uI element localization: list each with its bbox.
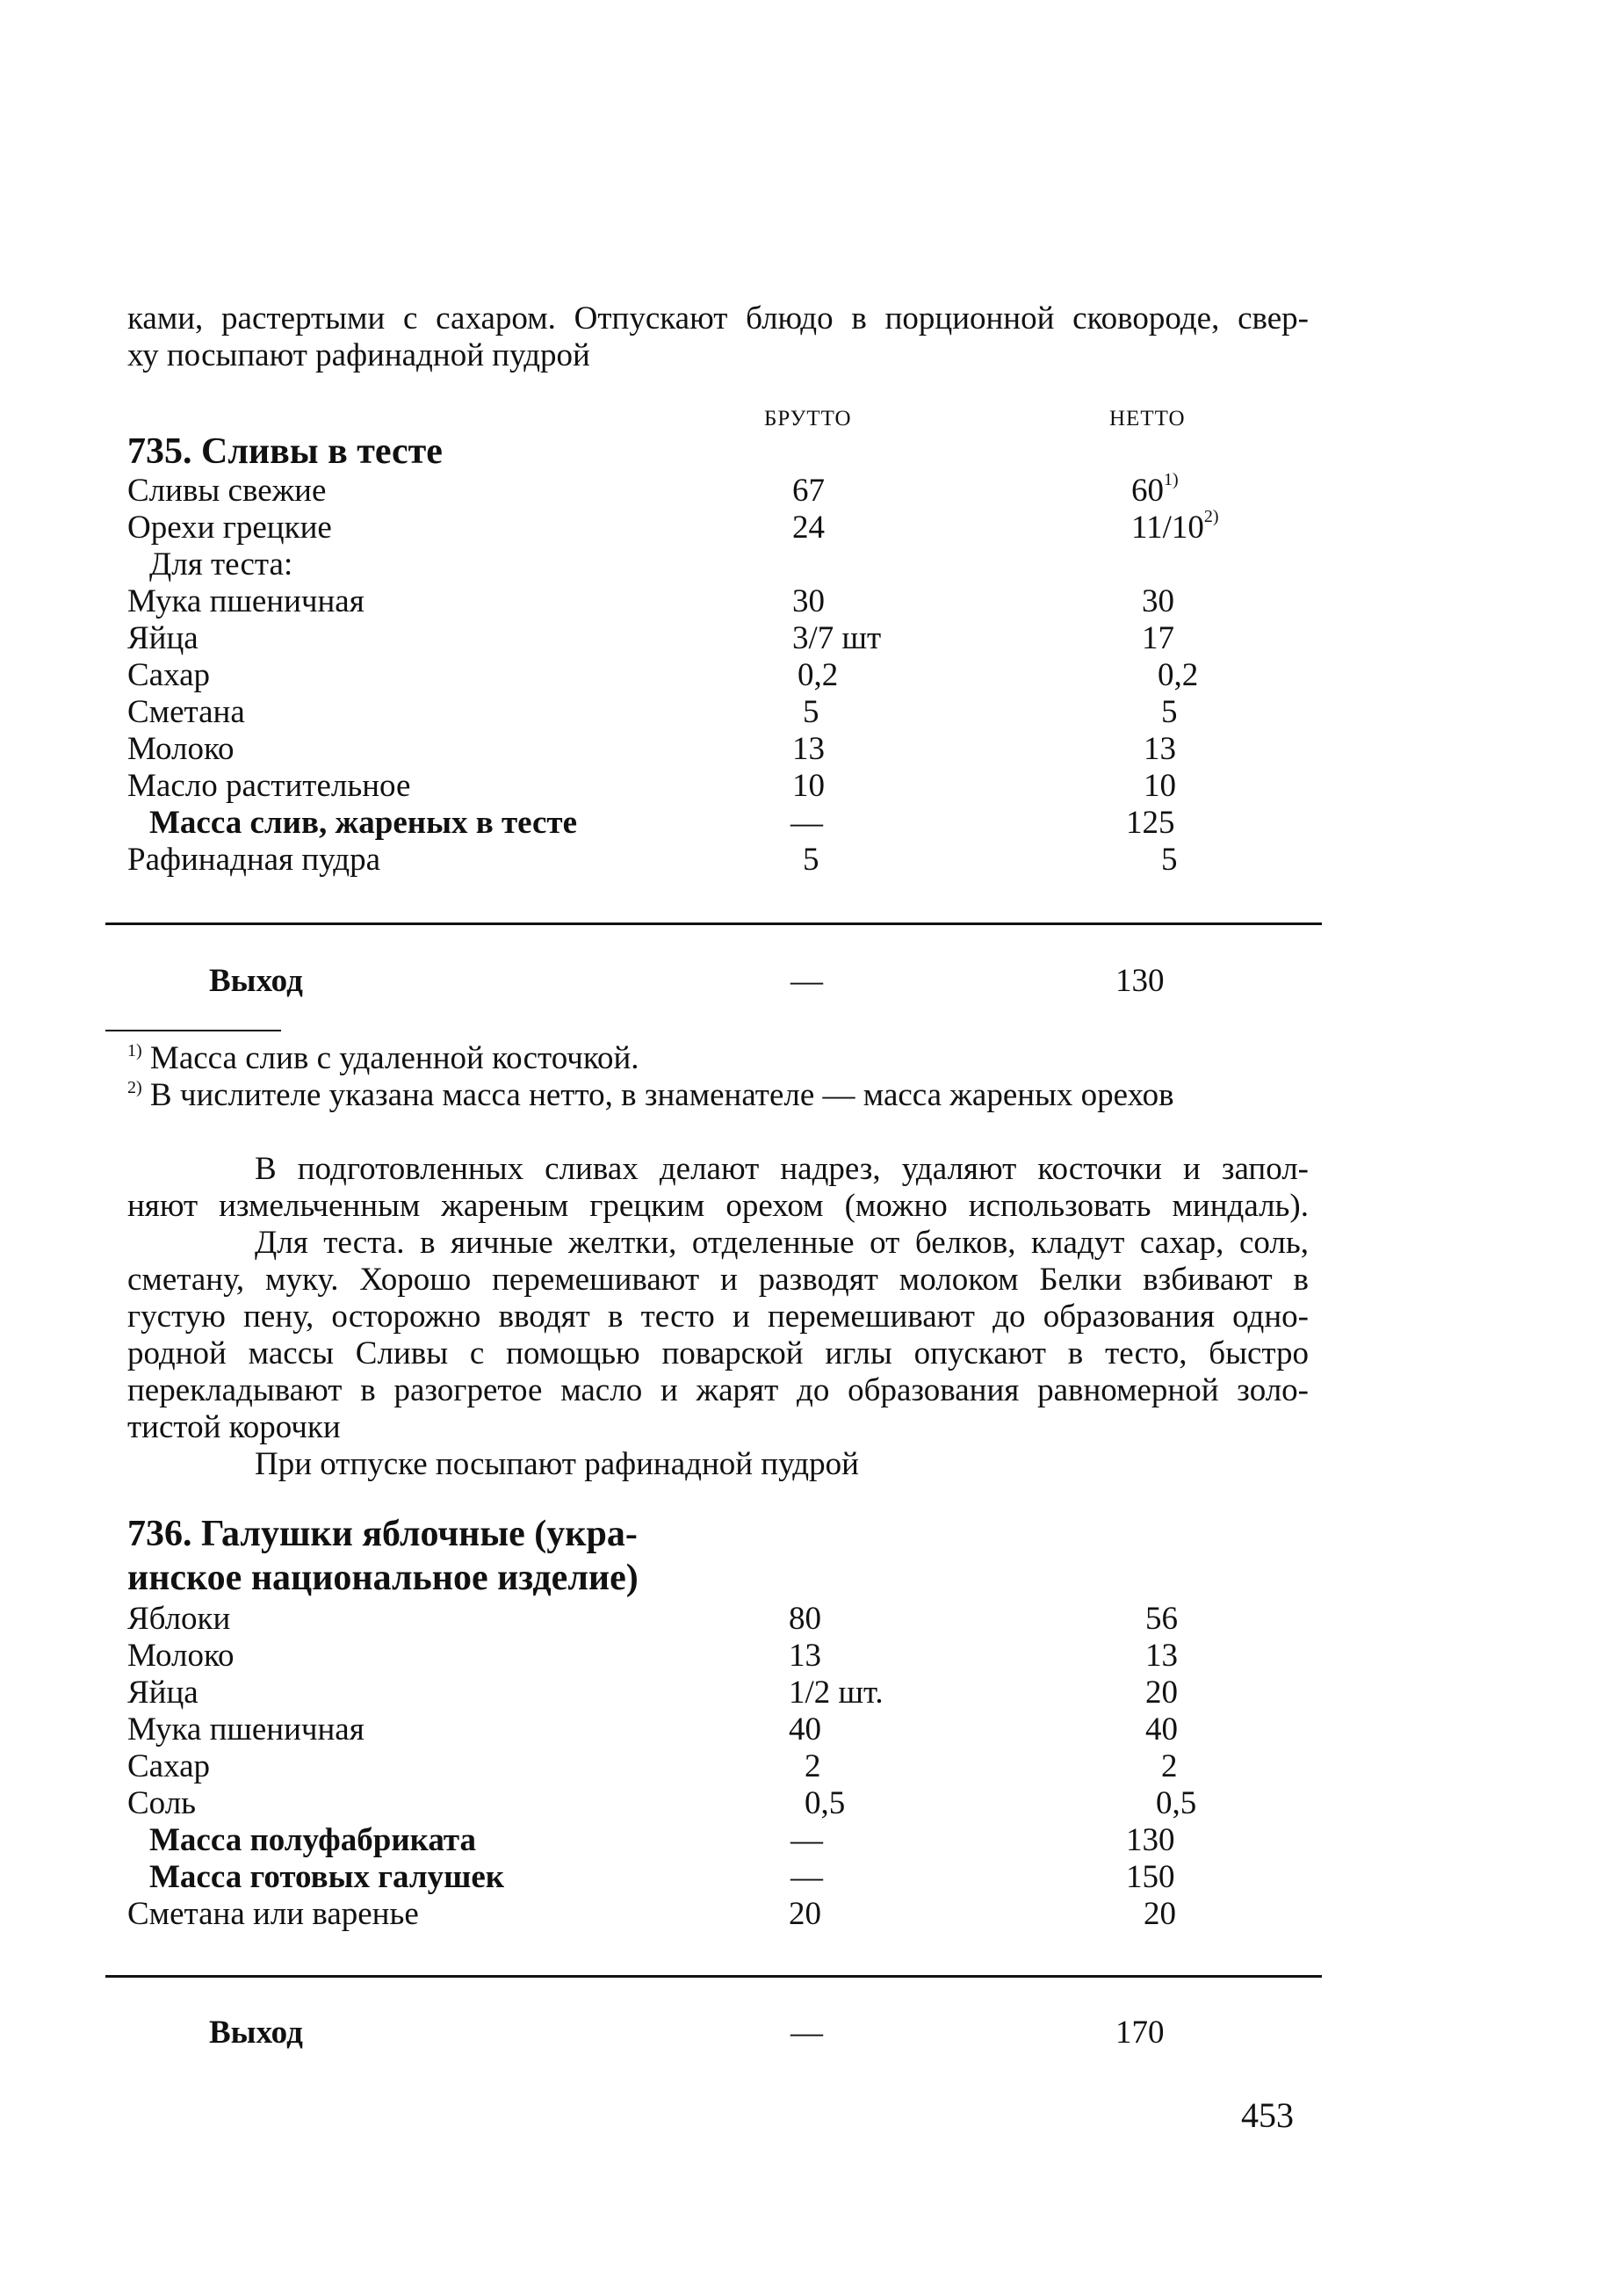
yield-label: Выход [209,963,303,999]
intro-line: ху посыпают рафинадной пудрой [127,337,590,373]
brutto-value: 0,5 [805,1785,846,1821]
netto-value: 30 [1142,583,1174,619]
brutto-value: 2 [805,1748,821,1784]
netto-value: 20 [1145,1675,1178,1711]
brutto-value: 13 [792,731,825,767]
brutto-value: 30 [792,583,825,619]
recipe-736-title: инское национальное изделие) [127,1558,639,1598]
netto-value: 40 [1145,1711,1178,1747]
brutto-value: 1/2 шт. [789,1675,884,1711]
brutto-value: 20 [789,1896,821,1932]
footnote-ref: 1) [1164,470,1179,489]
netto-value: 130 [1126,1822,1175,1858]
method-line: В подготовленных сливах делают надрез, удаляют косточки и запол- [255,1151,1309,1187]
intro-paragraph [127,300,1309,374]
brutto-value: 24 [792,510,825,546]
footnote-text: Масса слив с удаленной косточкой. [149,1040,639,1076]
netto-value: 125 [1126,805,1175,841]
brutto-value: — [790,1859,823,1895]
page-number: 453 [1241,2095,1294,2135]
method-line: перекладывают в разогретое масло и жарят до образования равномерной золо- [127,1372,1309,1408]
header-netto: НЕТТО [1109,407,1186,431]
table-divider [105,1975,1322,1978]
ingredient-name: Сахар [127,657,211,693]
method-line: няют измельченным жареным грецким орехом (можно использовать миндаль). [127,1188,1309,1224]
ingredient-name: Молоко [127,1638,235,1674]
netto-value: 0,2 [1158,657,1199,693]
yield-brutto: — [790,2015,823,2051]
ingredient-name: Яблоки [127,1601,231,1637]
footnote [127,1040,639,1076]
method-line: тистой корочки [127,1409,341,1445]
ingredient-name: Молоко [127,731,235,767]
method-paragraph-3 [127,1446,1309,1483]
yield-netto: 130 [1115,963,1165,999]
ingredient-name: Мука пшеничная [127,583,364,619]
ingredient-name: Рафинадная пудра [127,842,381,878]
netto-value [1131,507,1219,546]
ingredient-name: Масло растительное [127,768,411,804]
ingredient-name: Соль [127,1785,197,1821]
ingredient-name: Яйца [127,620,198,656]
method-line: густую пену, осторожно вводят в тесто и перемешивают до образования одно- [127,1299,1309,1335]
method-line: родной массы Сливы с помощью поварской иглы опускают в тесто, быстро [127,1335,1309,1371]
section-label: Для теста: [149,546,293,582]
brutto-value: — [790,805,823,841]
footnote-mark: 1) [127,1041,142,1060]
netto-value: 20 [1144,1896,1176,1932]
yield-netto: 170 [1115,2015,1165,2051]
header-brutto: БРУТТО [764,407,852,431]
netto-value: 0,5 [1156,1785,1197,1821]
netto-value: 13 [1144,731,1176,767]
netto-value: 56 [1145,1601,1178,1637]
brutto-value: 13 [789,1638,821,1674]
method-line: При отпуске посыпают рафинадной пудрой [255,1446,859,1482]
netto-value: 5 [1161,842,1178,878]
netto-value: 13 [1145,1638,1178,1674]
brutto-value: 3/7 шт [792,620,882,656]
brutto-value: 10 [792,768,825,804]
ingredient-name: Мука пшеничная [127,1711,364,1747]
footnote-rule [105,1030,281,1031]
netto-value: 10 [1144,768,1176,804]
intro-line: ками, растертыми с сахаром. Отпускают блюдо в порционной сковороде, свер- [127,300,1309,336]
footnote-mark: 2) [127,1078,142,1097]
brutto-value: 80 [789,1601,821,1637]
netto-value: 150 [1126,1859,1175,1895]
subtotal-label: Масса слив, жареных в тесте [149,805,578,841]
netto-value: 17 [1142,620,1174,656]
netto-number: 11/10 [1131,510,1204,546]
brutto-value: 5 [803,694,819,730]
ingredient-name: Сахар [127,1748,211,1784]
subtotal-label: Масса полуфабриката [149,1822,477,1858]
recipe-736-title: 736. Галушки яблочные (укра- [127,1514,638,1554]
footnote [127,1077,1174,1113]
brutto-value: 40 [789,1711,821,1747]
recipe-735-title: 735. Сливы в тесте [127,431,443,472]
ingredient-name: Яйца [127,1675,198,1711]
method-paragraph-2 [127,1225,1309,1446]
netto-value: 5 [1161,694,1178,730]
method-paragraph-1 [127,1151,1309,1225]
brutto-value: — [790,1822,823,1858]
yield-label: Выход [209,2015,303,2051]
brutto-value: 67 [792,473,825,509]
yield-brutto: — [790,963,823,999]
netto-value [1131,470,1179,509]
footnote-ref: 2) [1203,507,1219,526]
ingredient-name: Сметана или варенье [127,1896,419,1932]
subtotal-label: Масса готовых галушек [149,1859,505,1895]
brutto-value: 0,2 [798,657,839,693]
ingredient-name: Сметана [127,694,245,730]
method-line: сметану, муку. Хорошо перемешивают и разводят молоком Белки взбивают в [127,1262,1309,1298]
table-divider [105,923,1322,925]
ingredient-name: Орехи грецкие [127,510,332,546]
method-line: Для теста. в яичные желтки, отделенные от белков, кладут сахар, соль, [255,1225,1309,1261]
brutto-value: 5 [803,842,819,878]
ingredient-name: Сливы свежие [127,473,327,509]
netto-number: 60 [1131,473,1164,509]
footnote-text: В числителе указана масса нетто, в знаменателе — масса жареных орехов [149,1077,1174,1113]
netto-value: 2 [1161,1748,1178,1784]
